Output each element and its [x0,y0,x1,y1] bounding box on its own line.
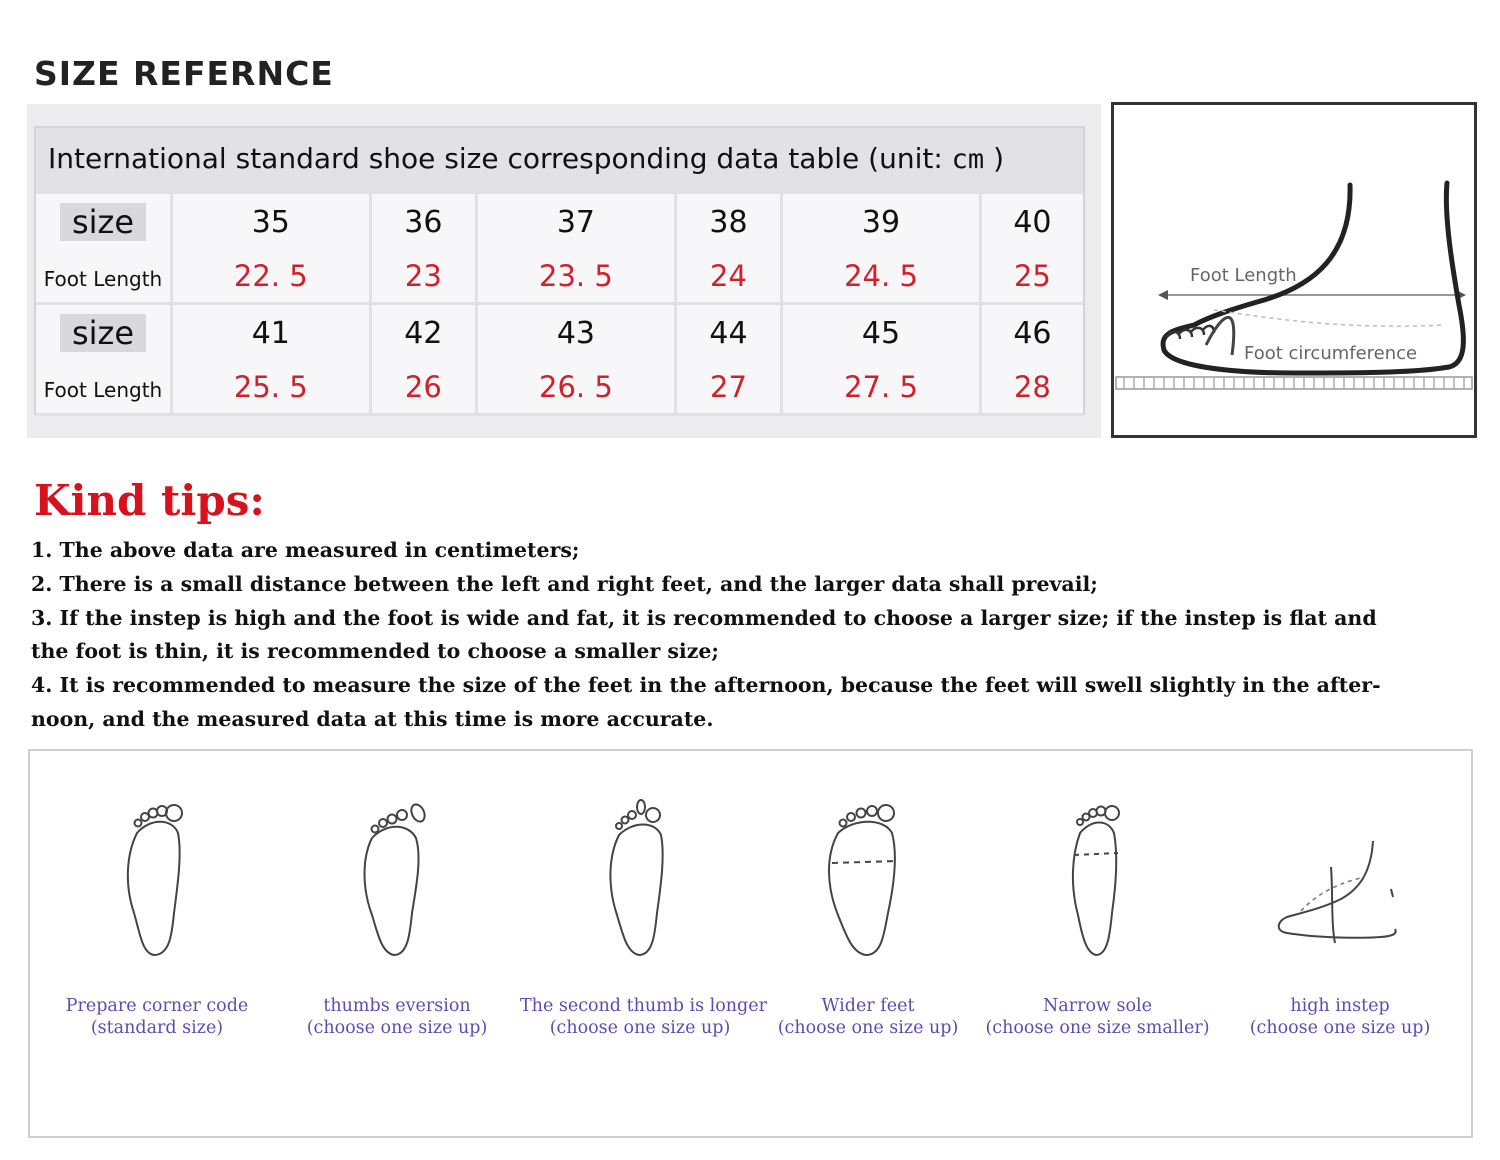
foot-type-high-instep [1225,751,1455,1136]
size-cell: 42 [370,304,477,362]
second-thumb-foot-icon [595,793,685,963]
tip-line: 2. There is a small distance between the left and right feet, and the larger data shall prevail; [31,571,1098,596]
length-cell: 25 [1013,259,1051,293]
row-label-cell [36,361,172,415]
page-title: SIZE REFERNCE [34,54,334,93]
size-table [36,194,1083,416]
table-row-length-2 [36,361,1083,415]
size-cell: 38 [675,194,782,250]
foot-measure-diagram [1111,102,1477,438]
row-label-cell [36,194,172,250]
length-cell: 28 [1013,370,1051,404]
foot-type-name: high instep [1290,996,1390,1016]
table-row-length-1 [36,250,1083,304]
foot-type-advice: (choose one size up) [306,1018,488,1038]
row-label-size: size [60,203,146,241]
foot-types-panel [28,749,1473,1138]
size-cell: 46 [1013,315,1052,351]
high-instep-icon [1261,793,1411,963]
length-cell: 22. 5 [172,250,371,304]
thumbs-eversion-foot-icon [350,793,440,963]
size-cell: 37 [477,194,676,250]
size-table-card [34,126,1085,415]
foot-type-caption [42,995,272,1039]
row-label-foot-length: Foot Length [43,267,163,291]
foot-type-thumbs-eversion [282,751,512,1136]
row-label-size: size [60,314,146,352]
foot-circumference-label: Foot circumference [1244,343,1418,364]
size-table-panel [27,104,1101,438]
table-heading-end: ) [984,142,1004,175]
size-cell: 45 [782,304,981,362]
row-label-cell [36,304,172,362]
table-row-size-2 [36,304,1083,362]
row-label-cell [36,250,172,304]
foot-type-advice: (choose one size smaller) [985,1018,1210,1038]
foot-type-standard [42,751,272,1136]
foot-type-advice: (standard size) [90,1018,224,1038]
foot-type-advice: (choose one size up) [549,1018,731,1038]
foot-type-second-thumb-longer [520,751,767,1136]
foot-type-wider-feet [768,751,968,1136]
length-cell: 26 [370,361,477,415]
length-cell: 25. 5 [172,361,371,415]
table-heading-text: International standard shoe size corresponding data table (unit: [48,142,952,175]
table-heading-unit: cm [951,144,985,175]
tip-line: 4. It is recommended to measure the size of the feet in the afternoon, because the feet will swell slightly in the after- [31,673,1381,698]
kind-tips-title: Kind tips: [34,476,265,525]
foot-length-label: Foot Length [1190,265,1297,286]
size-cell: 44 [675,304,782,362]
table-heading [36,128,1083,194]
foot-type-name: Wider feet [821,996,915,1016]
length-cell: 24. 5 [782,250,981,304]
standard-foot-icon [112,793,202,963]
foot-type-name: Narrow sole [1042,996,1153,1016]
length-cell: 26. 5 [477,361,676,415]
foot-type-name: thumbs eversion [323,996,471,1016]
length-cell: 27 [675,361,782,415]
length-cell: 23. 5 [477,250,676,304]
foot-type-name: The second thumb is longer [520,996,767,1016]
size-cell: 36 [370,194,477,250]
size-cell: 41 [172,304,371,362]
wider-feet-icon [816,793,916,963]
length-cell: 24 [675,250,782,304]
foot-type-caption [282,995,512,1039]
size-cell: 43 [477,304,676,362]
foot-type-caption [768,995,968,1039]
length-cell: 27. 5 [782,361,981,415]
foot-type-name: Prepare corner code [65,996,249,1016]
foot-type-caption [520,995,767,1039]
tip-line: noon, and the measured data at this time is more accurate. [31,706,714,731]
foot-type-advice: (choose one size up) [777,1018,959,1038]
foot-type-narrow-sole [980,751,1215,1136]
foot-type-caption [1225,995,1455,1039]
narrow-sole-icon [1052,793,1142,963]
tip-line: 1. The above data are measured in centimeters; [31,538,580,562]
length-cell: 23 [370,250,477,304]
row-label-foot-length: Foot Length [43,378,163,402]
tip-line: 3. If the instep is high and the foot is wide and fat, it is recommended to choose a larger size; if the instep is flat and [31,605,1377,630]
size-cell: 35 [172,194,371,250]
size-cell: 40 [1013,204,1052,240]
foot-type-advice: (choose one size up) [1249,1018,1431,1038]
foot-type-caption [980,995,1215,1039]
tip-line: the foot is thin, it is recommended to choose a smaller size; [31,639,719,664]
size-cell: 39 [782,194,981,250]
table-row-size-1 [36,194,1083,250]
kind-tips-list [31,534,1451,737]
